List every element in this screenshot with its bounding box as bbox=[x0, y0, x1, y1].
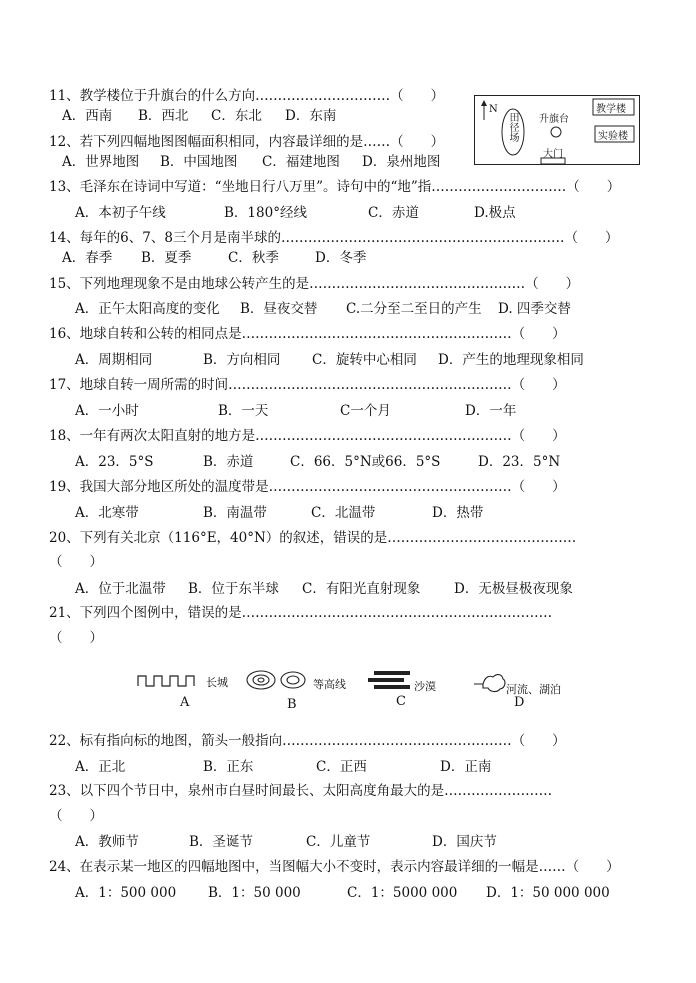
q13-option-c[interactable]: C．赤道 bbox=[368, 205, 419, 221]
great-wall-symbol-icon bbox=[138, 676, 194, 686]
desert-symbol-icon bbox=[368, 671, 410, 689]
q14-option-c[interactable]: C．秋季 bbox=[228, 250, 279, 266]
map-gate-label: 大门 bbox=[543, 149, 563, 160]
q23-option-c[interactable]: C．儿童节 bbox=[306, 834, 371, 850]
question-14-stem: 14、每年的6、7、8三个月是南半球的………………………………………………………（ ） bbox=[49, 230, 619, 246]
legend-label-b: 等高线 bbox=[313, 678, 346, 691]
q12-option-a[interactable]: A．世界地图 bbox=[62, 154, 140, 170]
q15-option-b[interactable]: B．昼夜交替 bbox=[240, 301, 318, 317]
question-13-stem: 13、毛泽东在诗词中写道：“坐地日行八万里”。诗句中的“地”指…………………………（ ） bbox=[49, 179, 621, 195]
q24-option-c[interactable]: C．1：5000 000 bbox=[347, 885, 458, 901]
q16-option-d[interactable]: D．产生的地理现象相同 bbox=[438, 352, 584, 368]
legend-letter-b[interactable]: B bbox=[287, 697, 297, 712]
q18-option-a[interactable]: A．23．5°S bbox=[75, 454, 154, 470]
question-12-stem: 12、若下列四幅地图图幅面积相同，内容最详细的是……（ ） bbox=[49, 134, 445, 150]
contour-symbol-icon bbox=[247, 671, 275, 689]
question-24-stem: 24、在表示某一地区的四幅地图中，当图幅大小不变时，表示内容最详细的一幅是……（ ） bbox=[49, 859, 620, 875]
q12-option-c[interactable]: C．福建地图 bbox=[262, 154, 340, 170]
q22-option-a[interactable]: A．正北 bbox=[75, 759, 126, 775]
q19-option-b[interactable]: B．南温带 bbox=[203, 505, 267, 521]
question-20-paren: （ ） bbox=[49, 554, 103, 570]
q12-option-d[interactable]: D．泉州地图 bbox=[362, 154, 441, 170]
q22-option-b[interactable]: B．正东 bbox=[203, 759, 254, 775]
question-19-stem: 19、我国大部分地区所处的温度带是………………………………………………（ ） bbox=[49, 479, 566, 495]
q20-option-a[interactable]: A．位于北温带 bbox=[75, 581, 166, 597]
question-22-stem: 22、标有指向标的地图，箭头一般指向……………………………………………（ ） bbox=[49, 733, 566, 749]
q24-option-d[interactable]: D．1：50 000 000 bbox=[486, 885, 610, 901]
map-lab-label: 实验楼 bbox=[598, 131, 628, 142]
q17-option-c[interactable]: C一个月 bbox=[340, 403, 391, 419]
q22-option-c[interactable]: C．正西 bbox=[316, 759, 367, 775]
q19-option-a[interactable]: A．北寒带 bbox=[75, 505, 139, 521]
q15-option-d[interactable]: D. 四季交替 bbox=[498, 301, 571, 317]
q11-option-a[interactable]: A．西南 bbox=[62, 108, 113, 124]
q24-option-a[interactable]: A．1：500 000 bbox=[75, 885, 177, 901]
q11-option-c[interactable]: C．东北 bbox=[211, 108, 262, 124]
q18-option-c[interactable]: C．66．5°N或66．5°S bbox=[290, 454, 441, 470]
q22-option-d[interactable]: D．正南 bbox=[440, 759, 492, 775]
q20-option-c[interactable]: C．有阳光直射现象 bbox=[302, 581, 421, 597]
map-north-label: N bbox=[489, 104, 498, 115]
q18-option-b[interactable]: B．赤道 bbox=[203, 454, 254, 470]
q16-option-a[interactable]: A．周期相同 bbox=[75, 352, 153, 368]
q20-option-b[interactable]: B．位于东半球 bbox=[188, 581, 279, 597]
question-21-stem: 21、下列四个图例中，错误的是…………………………………………………………… bbox=[49, 605, 553, 621]
q24-option-b[interactable]: B．1：50 000 bbox=[208, 885, 301, 901]
north-arrowhead-icon bbox=[481, 100, 487, 106]
q14-option-a[interactable]: A．春季 bbox=[62, 250, 113, 266]
question-21-paren: （ ） bbox=[49, 630, 103, 646]
question-15-stem: 15、下列地理现象不是由地球公转产生的是…………………………………………（ ） bbox=[49, 276, 580, 292]
q15-option-c[interactable]: C.二分至二至日的产生 bbox=[346, 301, 482, 317]
q23-option-b[interactable]: B．圣诞节 bbox=[189, 834, 253, 850]
q12-option-b[interactable]: B．中国地图 bbox=[160, 154, 238, 170]
legend-letter-d[interactable]: D bbox=[514, 695, 525, 710]
q15-option-a[interactable]: A．正午太阳高度的变化 bbox=[75, 301, 220, 317]
q13-option-a[interactable]: A．本初子午线 bbox=[75, 205, 166, 221]
question-17-stem: 17、地球自转一周所需的时间………………………………………………………（ ） bbox=[49, 377, 566, 393]
q14-option-d[interactable]: D．冬季 bbox=[315, 250, 367, 266]
q16-option-c[interactable]: C．旋转中心相同 bbox=[312, 352, 417, 368]
q19-option-c[interactable]: C．北温带 bbox=[311, 505, 376, 521]
q17-option-b[interactable]: B．一天 bbox=[218, 403, 269, 419]
q20-option-d[interactable]: D．无极昼极夜现象 bbox=[454, 581, 573, 597]
q18-option-d[interactable]: D．23．5°N bbox=[478, 454, 561, 470]
map-teaching-label: 教学楼 bbox=[596, 104, 626, 115]
river-lake-symbol-icon bbox=[474, 675, 505, 692]
question-11-stem: 11、教学楼位于升旗台的什么方向…………………………（ ） bbox=[49, 88, 445, 104]
q23-option-d[interactable]: D．国庆节 bbox=[432, 834, 497, 850]
q17-option-a[interactable]: A．一小时 bbox=[75, 403, 139, 419]
q16-option-b[interactable]: B．方向相同 bbox=[203, 352, 281, 368]
map-flag-label: 升旗台 bbox=[539, 114, 569, 125]
q19-option-d[interactable]: D．热带 bbox=[432, 505, 484, 521]
q13-option-b[interactable]: B．180°经线 bbox=[224, 205, 307, 221]
q23-option-a[interactable]: A．教师节 bbox=[75, 834, 139, 850]
map-field-label: 田径场 bbox=[507, 112, 518, 142]
campus-map bbox=[474, 95, 640, 165]
flag-platform-circle bbox=[551, 127, 561, 137]
legend-letter-c[interactable]: C bbox=[396, 694, 406, 709]
question-18-stem: 18、一年有两次太阳直射的地方是…………………………………………………（ ） bbox=[49, 428, 566, 444]
question-16-stem: 16、地球自转和公转的相同点是……………………………………………………（ ） bbox=[49, 326, 566, 342]
q14-option-b[interactable]: B．夏季 bbox=[141, 250, 192, 266]
legend-label-a: 长城 bbox=[206, 676, 228, 689]
legend-label-d: 河流、湖泊 bbox=[506, 683, 561, 696]
q11-option-b[interactable]: B．西北 bbox=[138, 108, 189, 124]
legend-label-c: 沙漠 bbox=[414, 680, 436, 693]
q11-option-d[interactable]: D．东南 bbox=[285, 108, 337, 124]
question-23-stem: 23、以下四个节日中，泉州市白昼时间最长、太阳高度角最大的是…………………… bbox=[49, 783, 553, 799]
q13-option-d[interactable]: D.极点 bbox=[474, 205, 516, 221]
legend-letter-a[interactable]: A bbox=[180, 695, 190, 710]
question-20-stem: 20、下列有关北京（116°E，40°N）的叙述，错误的是…………………………………… bbox=[49, 530, 577, 546]
q17-option-d[interactable]: D．一年 bbox=[465, 403, 517, 419]
question-23-paren: （ ） bbox=[49, 808, 103, 824]
